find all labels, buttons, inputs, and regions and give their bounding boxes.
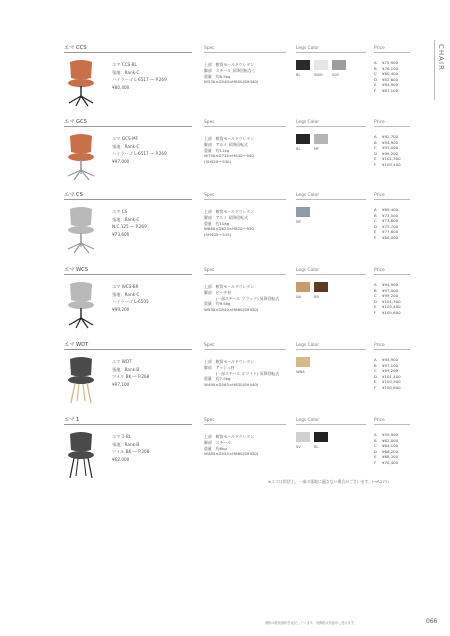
spec-line: 脚部 スチール 昇降回転なし bbox=[204, 67, 256, 73]
price-row bbox=[374, 235, 398, 241]
spec-rule bbox=[204, 274, 286, 275]
side-tab-rule bbox=[434, 40, 435, 100]
price-value: ¥73,600 bbox=[382, 218, 399, 224]
legs-rule bbox=[296, 52, 366, 53]
spec-line: 重量 約8.5kg bbox=[204, 73, 231, 79]
swatch-label: SV bbox=[296, 445, 301, 449]
price-rank: E bbox=[374, 229, 377, 235]
price-value: ¥75,700 bbox=[382, 223, 399, 229]
product-info bbox=[112, 135, 167, 165]
legs-header: Legs Color bbox=[296, 193, 320, 198]
swatch bbox=[296, 282, 310, 292]
product-line: ハイラーゴ L-6505 bbox=[112, 299, 149, 304]
price-value: ¥68,300 bbox=[382, 454, 399, 460]
price-value: ¥97,100 bbox=[382, 362, 399, 368]
price-rank: F bbox=[374, 384, 377, 390]
price-value: ¥101,300 bbox=[382, 156, 401, 162]
spec-line: W660×D625×H820～930 bbox=[204, 226, 254, 232]
price-value: ¥99,200 bbox=[382, 368, 399, 374]
product-line: エマ GCS-MF bbox=[112, 136, 139, 141]
product-price: ¥97,100 bbox=[112, 381, 130, 387]
price-value: ¥69,400 bbox=[382, 207, 399, 212]
spec-line: 上部 軟質モールドウレタン bbox=[204, 136, 255, 141]
price-list bbox=[374, 432, 398, 466]
product-line: エマ 1-BL bbox=[112, 434, 132, 439]
legs-rule bbox=[296, 424, 366, 425]
product-line: 張地：Rank-C bbox=[112, 216, 140, 222]
spec-line: 上部 軟質モールドウレタン bbox=[204, 359, 255, 364]
product-line: エマ CS bbox=[112, 209, 128, 214]
swatch bbox=[314, 60, 328, 70]
price-rank: A bbox=[374, 282, 377, 287]
swatch bbox=[332, 60, 346, 70]
price-value: ¥103,400 bbox=[382, 304, 401, 310]
price-row bbox=[374, 310, 401, 316]
swatch-label: SWH bbox=[314, 73, 323, 77]
legs-header: Legs Color bbox=[296, 343, 320, 348]
price-rank: D bbox=[374, 76, 377, 82]
spec-line: (SH420～530) bbox=[204, 159, 232, 165]
price-rank: B bbox=[374, 65, 377, 71]
price-row bbox=[374, 162, 401, 168]
spec-line: W530×D540×H860(SH450) bbox=[204, 307, 259, 313]
price-value: ¥62,000 bbox=[382, 437, 399, 443]
price-rank: D bbox=[374, 150, 377, 156]
price-rank: C bbox=[374, 443, 377, 449]
price-rank: F bbox=[374, 234, 377, 240]
product-price: ¥97,000 bbox=[112, 158, 130, 164]
price-rank: A bbox=[374, 60, 377, 65]
price-value: ¥101,300 bbox=[382, 298, 401, 304]
section-rule bbox=[64, 274, 192, 275]
price-rank: F bbox=[374, 87, 377, 93]
price-value: ¥103,500 bbox=[382, 379, 401, 385]
swatch bbox=[296, 207, 310, 217]
chair-image bbox=[64, 355, 98, 405]
spec-line: 重量 約9.5kg bbox=[204, 301, 231, 307]
section-rule bbox=[64, 199, 192, 200]
price-list bbox=[374, 357, 401, 391]
price-rule bbox=[374, 349, 410, 350]
spec-line: 脚部 アルミ 昇降回転式 bbox=[204, 214, 248, 220]
price-value: ¥97,000 bbox=[382, 145, 399, 151]
swatch-label: BL bbox=[314, 445, 319, 449]
price-value: ¥64,100 bbox=[382, 443, 399, 449]
swatch bbox=[314, 282, 328, 292]
section-title: エマ WDT bbox=[64, 342, 89, 348]
spec-rule bbox=[204, 126, 286, 127]
legs-rule bbox=[296, 349, 366, 350]
legs-header: Legs Color bbox=[296, 268, 320, 273]
section-title: エマ CS bbox=[64, 192, 83, 198]
spec-line: 脚部 アッシュ材 bbox=[204, 364, 235, 370]
price-rank: C bbox=[374, 71, 377, 77]
price-value: ¥59,900 bbox=[382, 432, 399, 437]
price-value: ¥77,800 bbox=[382, 229, 399, 235]
price-rule bbox=[374, 424, 410, 425]
price-value: ¥66,200 bbox=[382, 448, 399, 454]
price-header: Price bbox=[374, 343, 385, 348]
spec-list bbox=[204, 209, 254, 238]
spec-line: 重量 約7.5kg bbox=[204, 376, 231, 382]
price-list bbox=[374, 60, 398, 94]
price-rule bbox=[374, 52, 410, 53]
section-rule bbox=[64, 349, 192, 350]
price-value: ¥94,900 bbox=[382, 282, 399, 287]
product-info bbox=[112, 358, 149, 388]
price-rank: D bbox=[374, 298, 377, 304]
legs-header: Legs Color bbox=[296, 120, 320, 125]
price-rank: C bbox=[374, 218, 377, 224]
product-line: エマ CCS-BL bbox=[112, 62, 137, 67]
price-rank: B bbox=[374, 362, 377, 368]
side-tab-label: CHAIR bbox=[437, 44, 445, 71]
price-rank: F bbox=[374, 459, 377, 465]
product-line: ツイル BK ― P.268 bbox=[112, 374, 150, 379]
spec-line: 上部 軟質モールドウレタン bbox=[204, 434, 255, 439]
spec-header: Spec bbox=[204, 418, 215, 423]
swatch bbox=[296, 134, 310, 144]
price-value: ¥94,900 bbox=[382, 139, 399, 145]
price-rank: C bbox=[374, 368, 377, 374]
swatch-label: MF bbox=[296, 220, 302, 224]
price-rank: A bbox=[374, 357, 377, 362]
price-value: ¥87,100 bbox=[382, 87, 399, 93]
spec-line: (一部スチール ブラック) 昇降回転式 bbox=[204, 295, 280, 301]
spec-line: W750×D715×H830～940 bbox=[204, 153, 254, 159]
price-rank: B bbox=[374, 287, 377, 293]
price-list bbox=[374, 282, 401, 316]
price-value: ¥75,900 bbox=[382, 60, 399, 65]
product-section bbox=[64, 416, 410, 536]
price-value: ¥97,000 bbox=[382, 287, 399, 293]
spec-line: W485×D555×H860(SH450) bbox=[204, 451, 259, 457]
price-rank: E bbox=[374, 82, 377, 88]
price-value: ¥94,900 bbox=[382, 357, 399, 362]
spec-rule bbox=[204, 424, 286, 425]
spec-line: 上部 軟質モールドウレタン bbox=[204, 284, 255, 289]
price-value: ¥78,100 bbox=[382, 65, 399, 71]
product-price: ¥80,400 bbox=[112, 84, 130, 90]
price-rule bbox=[374, 199, 410, 200]
spec-list bbox=[204, 62, 258, 85]
spec-line: 上部 軟質モールドウレタン bbox=[204, 209, 255, 214]
spec-line: 脚部 アルミ 昇降回転式 bbox=[204, 141, 248, 147]
price-rank: E bbox=[374, 454, 377, 460]
product-line: ツイル BK ― P.268 bbox=[112, 449, 150, 454]
section-rule bbox=[64, 424, 192, 425]
chair-image bbox=[64, 205, 98, 255]
legs-header: Legs Color bbox=[296, 418, 320, 423]
chair-image bbox=[64, 280, 98, 330]
price-rank: A bbox=[374, 432, 377, 437]
product-line: N.C.125 ― P.269 bbox=[112, 224, 147, 229]
spec-line: W490×D565×H830(SH440) bbox=[204, 382, 259, 388]
product-line: エマ WCS-BR bbox=[112, 284, 139, 289]
product-price: ¥73,600 bbox=[112, 231, 130, 237]
product-line: ハイラーゴ L-6517 ― P.269 bbox=[112, 151, 167, 156]
price-value: ¥80,000 bbox=[382, 234, 399, 240]
spec-line: 重量 約11kg bbox=[204, 147, 230, 153]
price-value: ¥101,400 bbox=[382, 373, 401, 379]
spec-header: Spec bbox=[204, 120, 215, 125]
price-rank: C bbox=[374, 145, 377, 151]
spec-rule bbox=[204, 349, 286, 350]
price-rule bbox=[374, 274, 410, 275]
section-title: エマ GCS bbox=[64, 119, 87, 125]
footer-note: 価格は税抜価格を表記しています。消費税は別途申し受けます。 bbox=[265, 621, 357, 625]
price-rank: E bbox=[374, 304, 377, 310]
chair-image bbox=[64, 430, 98, 480]
product-line: エマ WDT bbox=[112, 359, 132, 364]
price-header: Price bbox=[374, 120, 385, 125]
product-line: 張地：Rank-C bbox=[112, 143, 140, 149]
product-line: 張地：Rank-B bbox=[112, 366, 140, 372]
price-value: ¥92,700 bbox=[382, 134, 399, 139]
price-header: Price bbox=[374, 418, 385, 423]
price-value: ¥80,400 bbox=[382, 71, 399, 77]
price-list bbox=[374, 134, 401, 168]
section-rule bbox=[64, 52, 192, 53]
price-value: ¥71,500 bbox=[382, 212, 399, 218]
product-info bbox=[112, 61, 167, 91]
spec-header: Spec bbox=[204, 193, 215, 198]
swatch bbox=[296, 357, 310, 367]
price-rank: A bbox=[374, 207, 377, 212]
spec-line: W530×D540×H850(SH440) bbox=[204, 79, 259, 85]
price-rule bbox=[374, 126, 410, 127]
price-rank: A bbox=[374, 134, 377, 139]
product-line: 張地：Rank-C bbox=[112, 69, 140, 75]
swatch-label: NA bbox=[296, 295, 302, 299]
price-rank: B bbox=[374, 437, 377, 443]
swatch bbox=[314, 432, 328, 442]
price-value: ¥105,600 bbox=[382, 309, 401, 315]
swatch bbox=[296, 60, 310, 70]
price-rank: F bbox=[374, 161, 377, 167]
product-price: ¥99,200 bbox=[112, 306, 130, 312]
spec-rule bbox=[204, 52, 286, 53]
price-row bbox=[374, 88, 398, 94]
section-title: エマ 1 bbox=[64, 417, 80, 423]
section-rule bbox=[64, 126, 192, 127]
price-rank: D bbox=[374, 448, 377, 454]
price-value: ¥84,900 bbox=[382, 82, 399, 88]
swatch bbox=[314, 134, 328, 144]
product-info bbox=[112, 283, 149, 313]
spec-rule bbox=[204, 199, 286, 200]
product-price: ¥62,000 bbox=[112, 456, 130, 462]
chair-image bbox=[64, 132, 98, 182]
swatch-label: BL bbox=[296, 147, 301, 151]
spec-line: 重量 約10kg bbox=[204, 220, 230, 226]
price-value: ¥105,600 bbox=[382, 384, 401, 390]
price-value: ¥82,600 bbox=[382, 76, 399, 82]
swatch-label: SGY bbox=[332, 73, 340, 77]
price-list bbox=[374, 207, 398, 241]
section-title: エマ CCS bbox=[64, 45, 87, 51]
chair-image bbox=[64, 58, 98, 108]
price-header: Price bbox=[374, 193, 385, 198]
spec-line: 脚部 ビーチ材 bbox=[204, 289, 232, 295]
price-rank: C bbox=[374, 293, 377, 299]
legs-header: Legs Color bbox=[296, 46, 320, 51]
legs-rule bbox=[296, 126, 366, 127]
spec-header: Spec bbox=[204, 268, 215, 273]
price-header: Price bbox=[374, 46, 385, 51]
swatch-label: WNA bbox=[296, 370, 305, 374]
swatch-label: MF bbox=[314, 147, 320, 151]
swatch-label: BR bbox=[314, 295, 319, 299]
fabric-note: ※エマは形状上、一部の張地に適さない場合がございます。(→P.277) bbox=[268, 479, 389, 484]
price-rank: E bbox=[374, 156, 377, 162]
price-rank: B bbox=[374, 139, 377, 145]
price-header: Price bbox=[374, 268, 385, 273]
section-title: エマ WCS bbox=[64, 267, 89, 273]
spec-list bbox=[204, 359, 279, 388]
product-line: 張地：Rank-C bbox=[112, 291, 140, 297]
swatch bbox=[296, 432, 310, 442]
spec-list bbox=[204, 434, 258, 457]
product-line: ハイラーゴ L-6517 ― P.269 bbox=[112, 77, 167, 82]
swatch-label: BL bbox=[296, 73, 301, 77]
product-line: 張地：Rank-B bbox=[112, 441, 140, 447]
product-info bbox=[112, 433, 149, 463]
price-rank: D bbox=[374, 223, 377, 229]
spec-header: Spec bbox=[204, 343, 215, 348]
price-value: ¥70,400 bbox=[382, 459, 399, 465]
price-value: ¥99,200 bbox=[382, 150, 399, 156]
product-info bbox=[112, 208, 147, 238]
price-rank: E bbox=[374, 379, 377, 385]
price-rank: F bbox=[374, 309, 377, 315]
price-value: ¥103,400 bbox=[382, 161, 401, 167]
spec-list bbox=[204, 284, 279, 313]
spec-line: (SH405～515) bbox=[204, 232, 232, 238]
price-value: ¥99,200 bbox=[382, 293, 399, 299]
legs-rule bbox=[296, 274, 366, 275]
spec-line: (一部スチール ホワイト) 昇降回転式 bbox=[204, 370, 280, 376]
side-tab bbox=[432, 40, 450, 100]
spec-line: 上部 軟質モールドウレタン bbox=[204, 62, 255, 67]
legs-rule bbox=[296, 199, 366, 200]
spec-list bbox=[204, 136, 254, 165]
price-row bbox=[374, 460, 398, 466]
spec-line: 脚部 スチール bbox=[204, 439, 232, 445]
price-row bbox=[374, 385, 401, 391]
page-number: 066 bbox=[426, 618, 438, 625]
price-rank: B bbox=[374, 212, 377, 218]
spec-line: 重量 約6kg bbox=[204, 445, 227, 451]
price-rank: D bbox=[374, 373, 377, 379]
spec-header: Spec bbox=[204, 46, 215, 51]
